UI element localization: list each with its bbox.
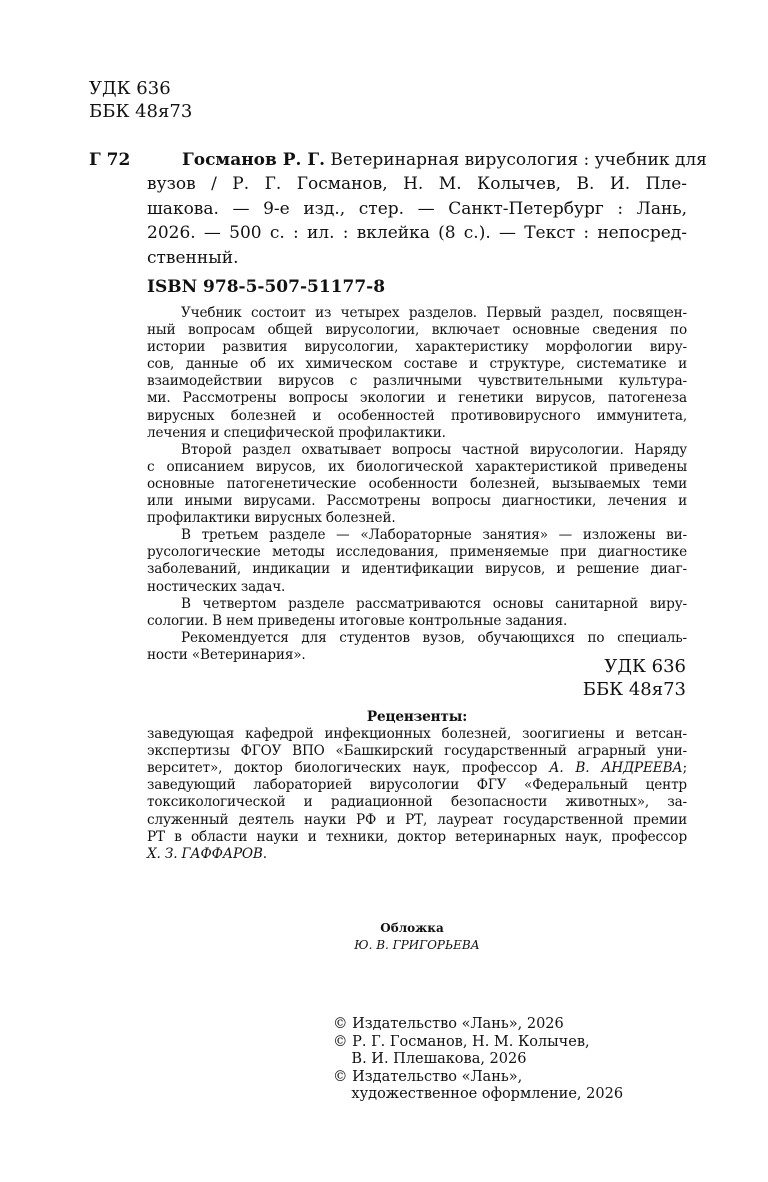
bib-line: вузов / Р. Г. Госманов, Н. М. Колычев, В. И. Пле-	[147, 174, 687, 195]
cover-artist: Ю. В. ГРИГОРЬЕВА	[354, 938, 480, 952]
abstract-line: вирусных болезней и особенностей противовирусного иммунитета,	[147, 407, 687, 424]
bib-line: шакова. — 9-е изд., стер. — Санкт-Петербург : Лань,	[147, 198, 687, 219]
udk-code: УДК 636	[604, 656, 686, 677]
reviewer-name: А. В. АНДРЕЕВА	[549, 760, 683, 777]
copyright-line: © Р. Г. Госманов, Н. М. Колычев,	[333, 1033, 590, 1050]
classification-right	[583, 655, 686, 701]
abstract-line: русологические методы исследования, применяемые при диагностике	[147, 544, 687, 561]
reviewer-name: Х. З. ГАФФАРОВ	[147, 845, 263, 862]
abstract-line: с описанием вирусов, их биологической характеристикой приведены	[147, 458, 687, 475]
abstract-line: взаимодействии вирусов с различными чувствительными культура-	[147, 373, 687, 390]
abstract-line: Учебник состоит из четырех разделов. Первый раздел, посвящен-	[181, 305, 687, 321]
reviewer-line: Х. З. ГАФФАРОВ.	[147, 845, 267, 862]
abstract-line: В третьем разделе — «Лабораторные занятия» — изложены ви-	[181, 527, 687, 544]
abstract-line: заболеваний, индикации и идентификации вирусов, и решение диаг-	[147, 561, 687, 578]
cover-label: Обложка	[380, 921, 444, 935]
reviewer-line: экспертизы ФГОУ ВПО «Башкирский государственный аграрный уни-	[147, 743, 687, 760]
bib-author: Госманов Р. Г.	[182, 150, 325, 170]
reviewer-line: заведующая кафедрой инфекционных болезней, зоогигиены и ветсан-	[147, 726, 687, 743]
abstract-line: ный вопросам общей вирусологии, включает основные сведения по	[147, 322, 687, 339]
copyright-block	[333, 1016, 623, 1104]
bib-line: Госманов Р. Г. Ветеринарная вирусология : учебник для	[182, 150, 707, 170]
classification-top	[89, 77, 192, 123]
isbn: ISBN 978-5-507-51177-8	[147, 277, 386, 297]
bibliographic-record	[147, 148, 707, 270]
abstract-line: ностических задач.	[147, 578, 286, 595]
copyright-line: художественное оформление, 2026	[333, 1086, 624, 1103]
copyright-line: В. И. Плешакова, 2026	[333, 1051, 527, 1068]
reviewers-heading: Рецензенты:	[366, 709, 468, 725]
reviewer-line: служенный деятель науки РФ и РТ, лауреат государственной премии	[147, 811, 687, 828]
copyright-line: © Издательство «Лань»,	[333, 1068, 523, 1085]
author-mark: Г 72	[89, 150, 131, 170]
bib-line: ственный.	[147, 247, 239, 268]
reviewers	[147, 709, 687, 863]
bbk-code: ББК 48я73	[89, 101, 193, 122]
abstract-line: истории развития вирусологии, характеристику морфологии виру-	[147, 339, 687, 356]
reviewer-line: токсикологической и радиационной безопасности животных», за-	[147, 794, 687, 811]
cover-credit	[147, 920, 687, 954]
abstract-line: Рекомендуется для студентов вузов, обучающихся по специаль-	[181, 629, 687, 646]
abstract-line: профилактики вирусных болезней.	[147, 510, 396, 527]
reviewer-line: заведующий лабораторией вирусологии ФГУ «Федеральный центр	[147, 777, 687, 794]
abstract	[147, 305, 687, 664]
abstract-line: ности «Ветеринария».	[147, 646, 306, 663]
abstract-line: В четвертом разделе рассматриваются основы санитарной виру-	[181, 595, 687, 612]
abstract-line: основные патогенетические особенности болезней, вызываемых теми	[147, 475, 687, 492]
abstract-line: лечения и специфической профилактики.	[147, 424, 446, 441]
abstract-line: сологии. В нем приведены итоговые контрольные задания.	[147, 612, 568, 629]
udk-code: УДК 636	[89, 78, 171, 99]
abstract-line: сов, данные об их химическом составе и структуре, систематике и	[147, 356, 687, 373]
bbk-code: ББК 48я73	[582, 679, 686, 700]
reviewer-line: верситет», доктор биологических наук, профессор А. В. АНДРЕЕВА;	[147, 760, 687, 777]
abstract-line: Второй раздел охватывает вопросы частной вирусологии. Наряду	[181, 441, 687, 458]
abstract-line: ми. Рассмотрены вопросы экологии и генетики вирусов, патогенеза	[147, 390, 687, 407]
abstract-line: или иными вирусами. Рассмотрены вопросы диагностики, лечения и	[147, 493, 687, 510]
reviewer-line: РТ в области науки и техники, доктор ветеринарных наук, профессор	[147, 828, 687, 845]
bib-line: 2026. — 500 с. : ил. : вклейка (8 с.). — Текст : непосред-	[147, 223, 687, 244]
copyright-line: © Издательство «Лань», 2026	[333, 1016, 564, 1032]
